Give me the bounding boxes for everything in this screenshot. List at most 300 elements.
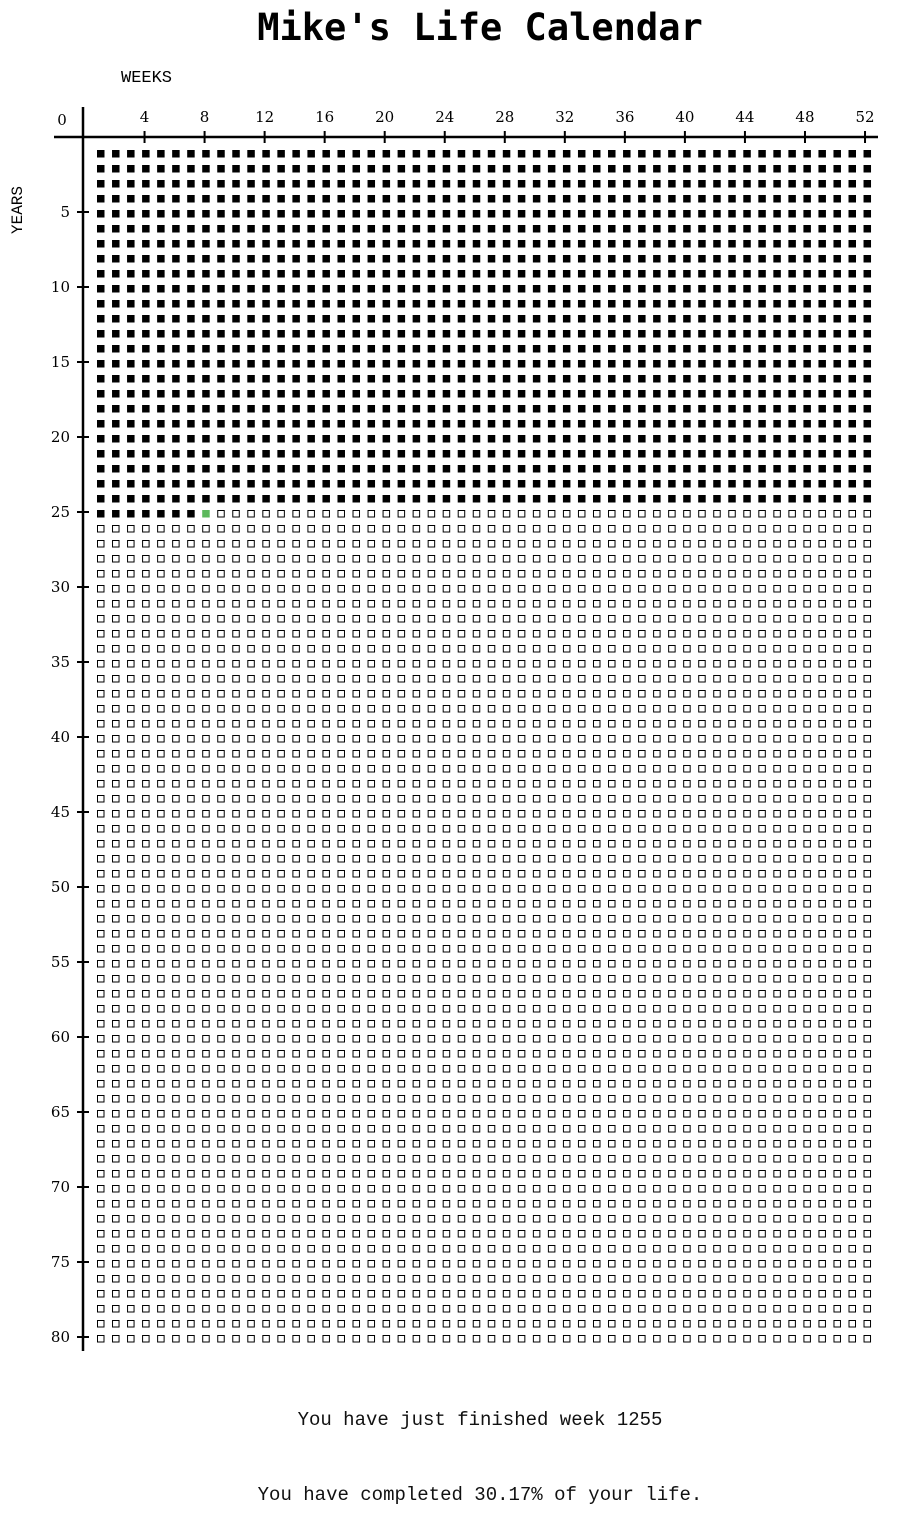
week-cell-lived	[368, 360, 376, 368]
week-cell-lived	[428, 495, 436, 503]
week-cell-lived	[127, 450, 135, 458]
week-cell-future	[233, 691, 240, 698]
week-cell-future	[518, 781, 525, 788]
week-cell-future	[789, 1111, 796, 1118]
week-cell-future	[248, 856, 255, 863]
week-cell-future	[203, 1141, 210, 1148]
week-cell-future	[789, 1306, 796, 1313]
week-cell-lived	[127, 210, 135, 218]
week-cell-future	[353, 1276, 360, 1283]
week-cell-future	[834, 1216, 841, 1223]
week-cell-future	[113, 736, 120, 743]
week-cell-lived	[788, 375, 796, 383]
week-cell-future	[278, 826, 285, 833]
week-cell-lived	[608, 255, 616, 263]
week-cell-future	[338, 886, 345, 893]
week-cell-future	[699, 1201, 706, 1208]
week-cell-future	[593, 721, 600, 728]
week-cell-lived	[368, 390, 376, 398]
week-cell-future	[699, 1006, 706, 1013]
week-cell-lived	[623, 255, 631, 263]
week-cell-future	[849, 616, 856, 623]
week-cell-future	[128, 736, 135, 743]
week-cell-future	[248, 1036, 255, 1043]
week-cell-lived	[112, 225, 120, 233]
week-cell-lived	[202, 360, 210, 368]
week-cell-future	[804, 541, 811, 548]
week-cell-future	[699, 1036, 706, 1043]
week-cell-future	[158, 1066, 165, 1073]
week-cell-future	[248, 916, 255, 923]
week-cell-future	[804, 526, 811, 533]
week-cell-future	[744, 916, 751, 923]
week-cell-future	[443, 1126, 450, 1133]
week-cell-future	[609, 931, 616, 938]
week-cell-lived	[698, 495, 706, 503]
week-cell-future	[173, 766, 180, 773]
week-cell-lived	[187, 285, 195, 293]
week-cell-future	[819, 736, 826, 743]
week-cell-lived	[548, 255, 556, 263]
week-cell-future	[98, 751, 105, 758]
week-cell-lived	[187, 300, 195, 308]
week-cell-future	[458, 1231, 465, 1238]
week-cell-future	[98, 1156, 105, 1163]
week-cell-future	[473, 1171, 480, 1178]
week-cell-future	[518, 541, 525, 548]
week-cell-future	[278, 1111, 285, 1118]
week-cell-future	[203, 1321, 210, 1328]
week-cell-future	[338, 1306, 345, 1313]
week-cell-lived	[142, 240, 150, 248]
week-cell-future	[173, 781, 180, 788]
week-cell-future	[563, 691, 570, 698]
week-cell-future	[639, 1156, 646, 1163]
week-cell-future	[173, 1111, 180, 1118]
week-cell-future	[218, 796, 225, 803]
week-cell-lived	[488, 330, 496, 338]
week-cell-future	[488, 1066, 495, 1073]
week-cell-future	[113, 1216, 120, 1223]
week-cell-future	[503, 946, 510, 953]
week-cell-future	[548, 1141, 555, 1148]
week-cell-future	[864, 1171, 871, 1178]
week-cell-future	[428, 1231, 435, 1238]
week-cell-lived	[773, 480, 781, 488]
week-cell-lived	[112, 180, 120, 188]
week-cell-future	[188, 841, 195, 848]
week-cell-lived	[638, 300, 646, 308]
week-cell-lived	[428, 390, 436, 398]
week-cell-future	[578, 1006, 585, 1013]
week-cell-future	[203, 1231, 210, 1238]
week-cell-future	[443, 616, 450, 623]
week-cell-future	[353, 811, 360, 818]
week-cell-future	[203, 1186, 210, 1193]
week-cell-future	[593, 1201, 600, 1208]
week-cell-future	[639, 1006, 646, 1013]
week-cell-future	[173, 1276, 180, 1283]
week-cell-future	[864, 661, 871, 668]
week-cell-future	[98, 526, 105, 533]
week-cell-future	[248, 1066, 255, 1073]
week-cell-lived	[849, 300, 857, 308]
week-cell-future	[729, 1171, 736, 1178]
week-cell-future	[263, 751, 270, 758]
week-cell-lived	[518, 150, 526, 158]
week-cell-future	[443, 1096, 450, 1103]
week-cell-lived	[187, 315, 195, 323]
week-cell-future	[188, 1261, 195, 1268]
week-cell-future	[173, 991, 180, 998]
week-cell-future	[383, 856, 390, 863]
week-cell-future	[774, 826, 781, 833]
week-cell-future	[609, 766, 616, 773]
week-cell-future	[128, 556, 135, 563]
week-cell-lived	[713, 420, 721, 428]
week-cell-future	[518, 1006, 525, 1013]
week-cell-future	[143, 1276, 150, 1283]
week-cell-future	[488, 1291, 495, 1298]
week-cell-future	[263, 991, 270, 998]
week-cell-future	[684, 931, 691, 938]
week-cell-future	[413, 781, 420, 788]
week-cell-lived	[638, 360, 646, 368]
week-cell-lived	[413, 420, 421, 428]
week-cell-future	[774, 1111, 781, 1118]
week-cell-lived	[307, 405, 315, 413]
week-cell-future	[458, 1321, 465, 1328]
week-cell-future	[503, 901, 510, 908]
week-cell-future	[218, 556, 225, 563]
week-cell-lived	[97, 390, 105, 398]
week-cell-lived	[232, 495, 240, 503]
week-cell-future	[248, 796, 255, 803]
week-cell-future	[518, 1246, 525, 1253]
week-cell-future	[353, 676, 360, 683]
week-cell-lived	[368, 225, 376, 233]
week-cell-future	[173, 886, 180, 893]
week-cell-lived	[728, 210, 736, 218]
week-cell-future	[654, 1081, 661, 1088]
week-cell-future	[699, 766, 706, 773]
year-tick-label-30: 30	[50, 578, 70, 596]
week-cell-future	[413, 631, 420, 638]
week-cell-lived	[758, 300, 766, 308]
week-cell-future	[398, 1201, 405, 1208]
week-cell-lived	[127, 480, 135, 488]
week-cell-future	[338, 691, 345, 698]
week-cell-lived	[383, 375, 391, 383]
week-cell-future	[684, 1141, 691, 1148]
week-cell-lived	[292, 345, 300, 353]
week-cell-future	[819, 1081, 826, 1088]
week-cell-lived	[157, 255, 165, 263]
week-cell-lived	[127, 300, 135, 308]
week-cell-lived	[653, 225, 661, 233]
week-cell-future	[293, 916, 300, 923]
week-cell-future	[113, 706, 120, 713]
week-cell-future	[473, 1291, 480, 1298]
week-cell-lived	[277, 315, 285, 323]
week-cell-future	[819, 631, 826, 638]
week-cell-future	[804, 781, 811, 788]
week-cell-lived	[533, 255, 541, 263]
week-cell-lived	[683, 465, 691, 473]
week-cell-future	[684, 646, 691, 653]
week-cell-lived	[232, 195, 240, 203]
week-cell-future	[699, 931, 706, 938]
week-cell-future	[639, 646, 646, 653]
week-cell-future	[173, 1081, 180, 1088]
week-cell-future	[774, 661, 781, 668]
week-cell-future	[518, 811, 525, 818]
week-cell-future	[744, 991, 751, 998]
week-cell-lived	[803, 435, 811, 443]
week-cell-future	[173, 946, 180, 953]
week-cell-future	[654, 781, 661, 788]
week-cell-lived	[353, 300, 361, 308]
week-cell-future	[533, 676, 540, 683]
week-cell-lived	[849, 255, 857, 263]
week-cell-future	[428, 1246, 435, 1253]
week-cell-future	[533, 1156, 540, 1163]
week-cell-future	[473, 526, 480, 533]
week-cell-future	[804, 1021, 811, 1028]
week-cell-future	[864, 601, 871, 608]
week-cell-lived	[398, 315, 406, 323]
week-cell-future	[218, 1156, 225, 1163]
week-cell-lived	[172, 360, 180, 368]
week-cell-future	[578, 1216, 585, 1223]
week-cell-future	[128, 1051, 135, 1058]
week-cell-future	[413, 1306, 420, 1313]
week-cell-future	[248, 706, 255, 713]
week-cell-future	[263, 1111, 270, 1118]
week-cell-future	[774, 1231, 781, 1238]
year-tick-label-60: 60	[50, 1028, 70, 1046]
week-cell-future	[729, 1096, 736, 1103]
week-cell-lived	[127, 285, 135, 293]
week-cell-future	[729, 1156, 736, 1163]
week-cell-lived	[277, 405, 285, 413]
week-cell-lived	[533, 330, 541, 338]
week-cell-future	[548, 826, 555, 833]
week-cell-lived	[488, 345, 496, 353]
week-cell-future	[143, 946, 150, 953]
week-cell-lived	[292, 375, 300, 383]
week-cell-lived	[247, 255, 255, 263]
week-cell-future	[834, 1096, 841, 1103]
week-cell-lived	[443, 390, 451, 398]
week-cell-future	[293, 811, 300, 818]
week-cell-future	[729, 646, 736, 653]
week-cell-future	[458, 1186, 465, 1193]
week-cell-future	[248, 1081, 255, 1088]
week-cell-future	[98, 1276, 105, 1283]
week-cell-lived	[623, 405, 631, 413]
week-cell-lived	[773, 210, 781, 218]
week-cell-lived	[623, 450, 631, 458]
week-cell-future	[368, 796, 375, 803]
week-cell-future	[278, 1216, 285, 1223]
week-cell-lived	[728, 285, 736, 293]
week-cell-future	[789, 586, 796, 593]
week-cell-lived	[142, 225, 150, 233]
week-cell-future	[248, 1141, 255, 1148]
week-cell-lived	[157, 210, 165, 218]
week-cell-future	[774, 781, 781, 788]
week-cell-future	[548, 526, 555, 533]
week-cell-future	[609, 556, 616, 563]
week-cell-future	[338, 766, 345, 773]
week-cell-future	[338, 1096, 345, 1103]
week-cell-future	[563, 1306, 570, 1313]
week-cell-future	[323, 841, 330, 848]
week-cell-future	[473, 676, 480, 683]
week-cell-lived	[277, 285, 285, 293]
week-cell-future	[278, 751, 285, 758]
week-cell-future	[368, 616, 375, 623]
week-cell-lived	[398, 210, 406, 218]
week-cell-lived	[112, 270, 120, 278]
week-cell-future	[368, 601, 375, 608]
week-cell-lived	[548, 435, 556, 443]
week-cell-future	[293, 1156, 300, 1163]
week-cell-lived	[127, 270, 135, 278]
week-cell-future	[383, 1171, 390, 1178]
week-cell-future	[503, 1051, 510, 1058]
week-cell-future	[413, 1291, 420, 1298]
week-cell-future	[849, 1276, 856, 1283]
week-cell-future	[654, 1336, 661, 1343]
week-cell-lived	[548, 495, 556, 503]
week-cell-future	[128, 946, 135, 953]
week-cell-future	[188, 811, 195, 818]
week-cell-future	[368, 931, 375, 938]
week-cell-lived	[683, 420, 691, 428]
week-cell-lived	[383, 420, 391, 428]
week-cell-future	[774, 1246, 781, 1253]
week-cell-lived	[518, 345, 526, 353]
week-cell-future	[684, 751, 691, 758]
week-cell-lived	[443, 450, 451, 458]
week-cell-lived	[368, 375, 376, 383]
week-cell-lived	[623, 195, 631, 203]
week-cell-future	[849, 691, 856, 698]
week-cell-future	[593, 1111, 600, 1118]
week-cell-lived	[698, 330, 706, 338]
week-cell-lived	[353, 360, 361, 368]
week-cell-future	[278, 616, 285, 623]
week-cell-future	[398, 1336, 405, 1343]
week-cell-future	[293, 901, 300, 908]
week-cell-future	[669, 931, 676, 938]
week-cell-future	[849, 601, 856, 608]
week-cell-future	[323, 1276, 330, 1283]
week-cell-lived	[112, 210, 120, 218]
week-cell-lived	[503, 390, 511, 398]
week-cell-future	[789, 1066, 796, 1073]
week-cell-future	[98, 736, 105, 743]
week-cell-lived	[232, 270, 240, 278]
week-cell-future	[789, 1201, 796, 1208]
week-cell-future	[173, 1291, 180, 1298]
week-cell-future	[864, 766, 871, 773]
week-cell-future	[338, 976, 345, 983]
week-cell-future	[428, 796, 435, 803]
week-cell-lived	[638, 330, 646, 338]
week-cell-lived	[833, 165, 841, 173]
week-cell-future	[624, 826, 631, 833]
week-cell-future	[729, 631, 736, 638]
week-cell-future	[458, 811, 465, 818]
week-cell-lived	[277, 180, 285, 188]
week-cell-future	[398, 691, 405, 698]
week-cell-lived	[398, 150, 406, 158]
week-cell-lived	[368, 405, 376, 413]
week-cell-lived	[533, 420, 541, 428]
week-cell-future	[473, 961, 480, 968]
week-cell-future	[98, 1171, 105, 1178]
week-cell-lived	[818, 330, 826, 338]
week-cell-lived	[292, 255, 300, 263]
week-cell-future	[849, 841, 856, 848]
week-cell-future	[338, 736, 345, 743]
week-cell-future	[609, 1126, 616, 1133]
week-cell-future	[443, 1171, 450, 1178]
week-cell-lived	[728, 495, 736, 503]
week-cell-lived	[368, 420, 376, 428]
completed-percentage-text: You have completed 30.17% of your life.	[257, 1484, 703, 1506]
week-cell-lived	[97, 285, 105, 293]
week-cell-lived	[398, 360, 406, 368]
week-cell-future	[383, 976, 390, 983]
week-cell-future	[819, 526, 826, 533]
week-cell-future	[729, 1261, 736, 1268]
week-cell-lived	[247, 330, 255, 338]
week-cell-future	[503, 916, 510, 923]
week-cell-future	[383, 661, 390, 668]
week-cell-future	[398, 1081, 405, 1088]
week-cell-future	[548, 991, 555, 998]
week-cell-future	[669, 661, 676, 668]
week-cell-lived	[623, 345, 631, 353]
week-cell-lived	[773, 375, 781, 383]
week-cell-future	[428, 1111, 435, 1118]
week-cell-future	[804, 1006, 811, 1013]
week-cell-future	[789, 856, 796, 863]
week-cell-future	[849, 901, 856, 908]
week-cell-lived	[773, 405, 781, 413]
week-cell-future	[158, 631, 165, 638]
week-cell-future	[308, 916, 315, 923]
week-cell-future	[864, 691, 871, 698]
week-cell-lived	[398, 330, 406, 338]
week-cell-future	[458, 961, 465, 968]
week-cell-future	[248, 781, 255, 788]
week-cell-future	[368, 691, 375, 698]
week-cell-future	[578, 766, 585, 773]
week-cell-future	[353, 796, 360, 803]
week-cell-lived	[142, 285, 150, 293]
week-cell-lived	[112, 510, 120, 518]
week-cell-future	[398, 1186, 405, 1193]
week-cell-future	[699, 706, 706, 713]
week-cell-future	[819, 991, 826, 998]
week-cell-lived	[849, 165, 857, 173]
week-cell-future	[699, 736, 706, 743]
